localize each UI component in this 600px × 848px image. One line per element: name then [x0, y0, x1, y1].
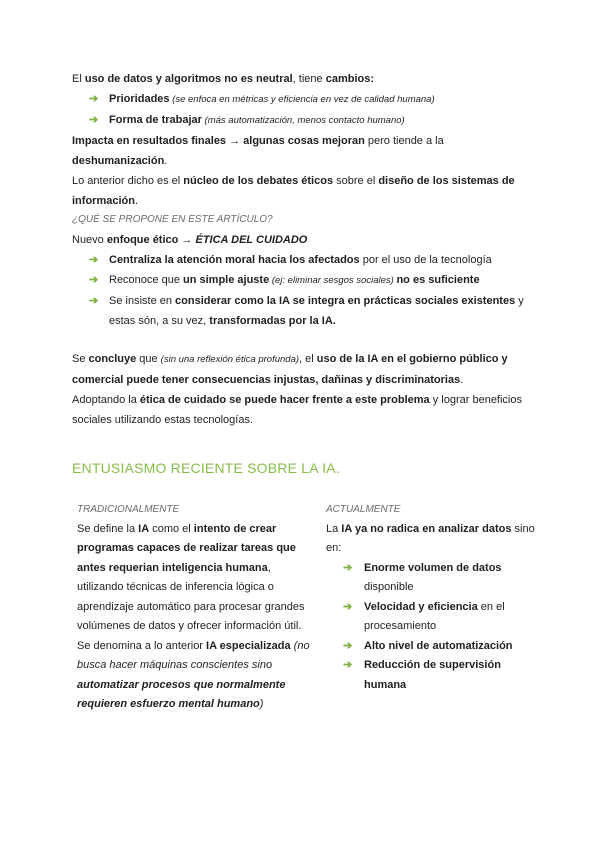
- text: que: [136, 353, 161, 365]
- approach-line: [72, 230, 526, 250]
- text: Reconoce que: [109, 274, 183, 286]
- list-item: [326, 559, 538, 598]
- text: en el procesamiento: [364, 600, 505, 632]
- text: Se denomina a lo anterior: [77, 639, 207, 652]
- specialized-ai-line: [77, 637, 317, 715]
- text-bold-italic: automatizar procesos que normalmente requieren esfuerzo mental humano: [77, 678, 286, 710]
- text-bold: Prioridades: [109, 93, 170, 105]
- list-item: [72, 250, 526, 270]
- text-bold: transformadas por la IA.: [209, 315, 336, 327]
- text-bold: Forma de trabajar: [109, 114, 202, 126]
- arrow-right-icon: ➔: [343, 561, 353, 574]
- traditional-column: [77, 500, 317, 715]
- text-bold: concluye: [88, 353, 137, 365]
- text: Se insiste en: [109, 295, 176, 307]
- article-block: [72, 210, 526, 331]
- text: disponible: [364, 581, 414, 593]
- text: Se define la: [77, 522, 139, 535]
- text-bold: un simple ajuste: [183, 274, 270, 286]
- text-bold: Velocidad y eficiencia: [364, 600, 478, 613]
- traditional-definition: [77, 520, 317, 637]
- arrow-right-icon: ➔: [343, 600, 353, 613]
- text-bold: ética de cuidado se puede hacer frente a este problema: [139, 394, 430, 406]
- text-bold: diseño de los sistemas de información: [72, 175, 515, 207]
- text: La: [326, 522, 342, 535]
- text-bold: núcleo de los debates éticos: [183, 175, 334, 187]
- text-bold: deshumanización: [72, 155, 165, 167]
- text-italic: (más automatización, menos contacto humano): [201, 115, 405, 126]
- text-bold: cambios:: [325, 73, 374, 85]
- text: Adoptando la: [72, 394, 140, 406]
- arrow-right-icon: ➔: [89, 114, 99, 126]
- text-italic: (se enfoca en métricas y eficiencia en vez de calidad humana): [169, 94, 435, 105]
- text-bold: Alto nivel de automatización: [364, 639, 513, 652]
- text-bold: Reducción de supervisión humana: [364, 659, 501, 691]
- arrow-right-icon: ➔: [343, 659, 353, 671]
- text-bold: IA ya no radica en analizar datos: [341, 522, 512, 535]
- intro-line: [72, 69, 526, 89]
- text: por el uso de la tecnología: [359, 254, 492, 266]
- currently-list: [326, 559, 538, 696]
- column-heading: ACTUALMENTE: [326, 504, 401, 515]
- text: Lo anterior dicho es el: [72, 175, 184, 187]
- arrow-right-icon: ➔: [89, 274, 99, 286]
- care-ethics-line: [72, 390, 526, 430]
- list-item: [326, 656, 538, 695]
- currently-intro: [326, 520, 538, 559]
- text: , tiene: [292, 73, 326, 85]
- arrow-right-icon: ➔: [89, 295, 99, 307]
- text: Nuevo: [72, 234, 107, 246]
- text: El: [72, 73, 85, 85]
- list-item: [72, 291, 526, 331]
- text-italic: no busca hacer máquinas conscientes sino: [77, 639, 310, 671]
- text: sobre el: [333, 175, 379, 187]
- text: Se: [72, 353, 89, 365]
- text: .: [460, 374, 464, 386]
- text: .: [134, 195, 139, 207]
- text-italic: (ej: eliminar sesgos sociales): [269, 275, 397, 286]
- text: y lograr beneficios sociales utilizando estas tecnologías.: [72, 394, 522, 426]
- text-italic: (: [290, 639, 298, 652]
- arrow-right-icon: ➔: [343, 639, 353, 652]
- list-item: [72, 89, 526, 110]
- text: pero tiende a la: [364, 135, 444, 147]
- section-title: ENTUSIASMO RECIENTE SOBRE LA IA.: [72, 460, 340, 476]
- text: .: [164, 155, 168, 167]
- text-bold: Impacta en resultados finales → algunas cosas mejoran: [72, 135, 365, 147]
- currently-column: [326, 500, 538, 695]
- text-bold: Enorme volumen de datos: [364, 561, 502, 574]
- conclusion-block: [72, 349, 526, 430]
- core-line: [72, 171, 526, 211]
- text-bold: intento de crear programas capaces de realizar tareas que antes requerian inteligencia humana: [77, 522, 296, 574]
- text-bold: enfoque ético: [106, 234, 179, 246]
- text-italic: ): [259, 698, 264, 710]
- text-bold: IA: [138, 522, 150, 535]
- text: , utilizando técnicas de inferencia lógica o aprendizaje automático para procesar grandes volúmenes de datos y ofrecer información útil.: [77, 561, 305, 632]
- text: sino en:: [326, 522, 535, 554]
- list-item: [326, 637, 538, 657]
- text: y estas són, a su vez,: [109, 295, 524, 327]
- text-bold: uso de datos y algoritmos no es neutral: [84, 73, 293, 85]
- text-bold: considerar como la IA se integra en prácticas sociales existentes: [175, 295, 516, 307]
- changes-list: [72, 89, 526, 131]
- impact-line: [72, 131, 526, 171]
- arrow-right-icon: ➔: [89, 254, 99, 266]
- column-heading: TRADICIONALMENTE: [77, 504, 180, 515]
- question-heading: ¿QUÉ SE PROPONE EN ESTE ARTÍCULO?: [72, 214, 273, 225]
- arrow-right-icon: ➔: [89, 93, 99, 105]
- text-bold: Centraliza la atención moral hacia los afectados: [109, 254, 360, 266]
- list-item: [72, 270, 526, 291]
- text-bold: IA especializada: [206, 639, 291, 652]
- text-bold-italic: ÉTICA DEL CUIDADO: [195, 234, 308, 246]
- text-italic: (sin una reflexión ética profunda): [160, 354, 300, 365]
- text-bold: uso de la IA en el gobierno público y comercial puede tener consecuencias injustas, dañinas y discriminatorias: [72, 353, 508, 386]
- list-item: [326, 598, 538, 637]
- text: →: [178, 234, 196, 246]
- proposal-list: [72, 250, 526, 331]
- text: como el: [149, 522, 194, 535]
- list-item: [72, 110, 526, 131]
- intro-block: [72, 69, 526, 211]
- conclusion-line: [72, 349, 526, 390]
- text-bold: no es suficiente: [396, 274, 480, 286]
- text: , el: [299, 353, 317, 365]
